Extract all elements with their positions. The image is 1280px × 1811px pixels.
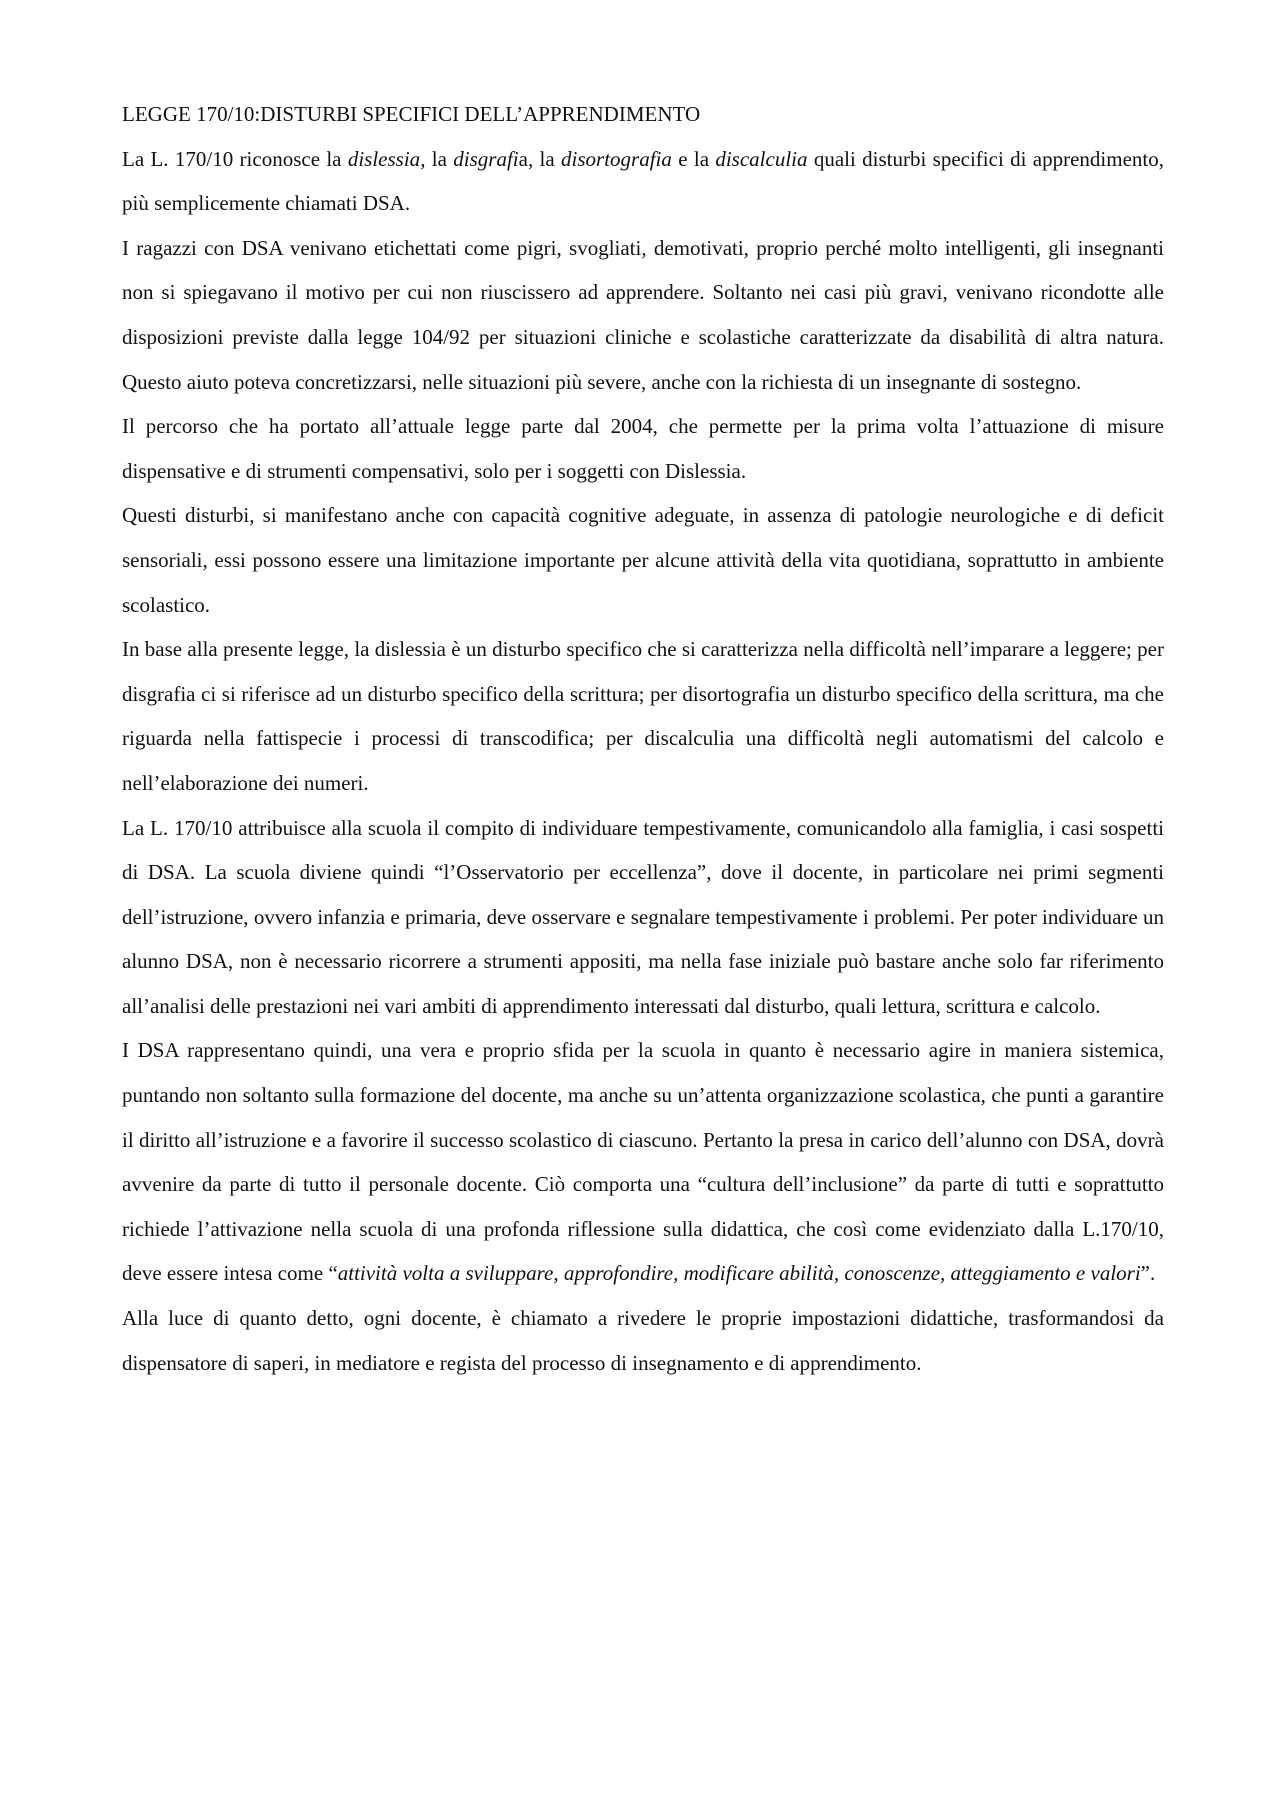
p1-text-c: a, la — [518, 146, 562, 171]
paragraph-3: Il percorso che ha portato all’attuale legge parte dal 2004, che permette per la prima volta l’attuazione di misure dispensative e di strumenti compensativi, solo per i soggetti con Dislessia. — [122, 414, 1164, 483]
paragraph-7 — [122, 1028, 1164, 1296]
p7-quote: attività volta a sviluppare, approfondire, modificare abilità, conoscenze, atteggiamento e valori — [337, 1261, 1141, 1286]
paragraph-6: La L. 170/10 attribuisce alla scuola il compito di individuare tempestivamente, comunicandolo alla famiglia, i casi sospetti di DSA. La scuola diviene quindi “l’Osservatorio per eccellenza”, dove il docente, in particolare nei primi segmenti dell’istruzione, ovvero infanzia e primaria, deve osservare e segnalare tempestivamente i problemi. Per poter individuare un alunno DSA, non è necessario ricorrere a strumenti appositi, ma nella fase iniziale può bastare anche solo far riferimento all’analisi delle prestazioni nei vari ambiti di apprendimento interessati dal disturbo, quali lettura, scrittura e calcolo. — [122, 815, 1164, 1018]
p7-text-a: I DSA rappresentano quindi, una vera e proprio sfida per la scuola in quanto è necessario agire in maniera sistemica, puntando non soltanto sulla formazione del docente, ma anche su un’attenta organizzazione scolastica, che punti a garantire il diritto all’istruzione e a favorire il successo scolastico di ciascuno. Pertanto la presa in carico dell’alunno con DSA, dovrà avvenire da parte di tutto il personale docente. Ciò comporta una “cultura dell’inclusione” da parte di tutti e soprattutto richiede l’attivazione nella scuola di una profonda riflessione sulla didattica, che così come evidenziato dalla L.170/10, deve essere intesa come “ — [122, 1038, 1164, 1286]
document-title: LEGGE 170/10:DISTURBI SPECIFICI DELL’APPRENDIMENTO — [122, 102, 701, 126]
paragraph-5: In base alla presente legge, la dislessia è un disturbo specifico che si caratterizza nella difficoltà nell’imparare a leggere; per disgrafia ci si riferisce ad un disturbo specifico della scrittura; per disortografia un disturbo specifico della scrittura, ma che riguarda nella fattispecie i processi di transcodifica; per discalculia una difficoltà negli automatismi del calcolo e nell’elaborazione dei numeri. — [122, 637, 1164, 795]
term-disortografia: disortografia — [561, 146, 672, 171]
p1-text-b: , la — [420, 146, 454, 171]
p7-text-b: ”. — [1140, 1261, 1156, 1286]
term-discalculia: discalculia — [715, 146, 808, 171]
paragraph-4: Questi disturbi, si manifestano anche con capacità cognitive adeguate, in assenza di patologie neurologiche e di deficit sensoriali, essi possono essere una limitazione importante per alcune attività della vita quotidiana, soprattutto in ambiente scolastico. — [122, 503, 1164, 617]
p1-text-d: e la — [671, 146, 716, 171]
p1-text-e: quali disturbi specifici di apprendimento, più semplicemente chiamati DSA. — [122, 146, 1164, 216]
paragraph-1 — [122, 137, 1164, 226]
term-dislessia: dislessia — [347, 146, 421, 171]
document-page — [122, 92, 1164, 1385]
paragraph-2: I ragazzi con DSA venivano etichettati come pigri, svogliati, demotivati, proprio perché molto intelligenti, gli insegnanti non si spiegavano il motivo per cui non riuscissero ad apprendere. Soltanto nei casi più gravi, venivano ricondotte alle disposizioni previste dalla legge 104/92 per situazioni cliniche e scolastiche caratterizzate da disabilità di altra natura. Questo aiuto poteva concretizzarsi, nelle situazioni più severe, anche con la richiesta di un insegnante di sostegno. — [122, 235, 1164, 394]
term-disgrafia: disgrafi — [453, 146, 519, 171]
p1-text-a: La L. 170/10 riconosce la — [122, 146, 348, 171]
paragraph-8: Alla luce di quanto detto, ogni docente, è chiamato a rivedere le proprie impostazioni didattiche, trasformandosi da dispensatore di saperi, in mediatore e regista del processo di insegnamento e di apprendimento. — [122, 1306, 1164, 1375]
